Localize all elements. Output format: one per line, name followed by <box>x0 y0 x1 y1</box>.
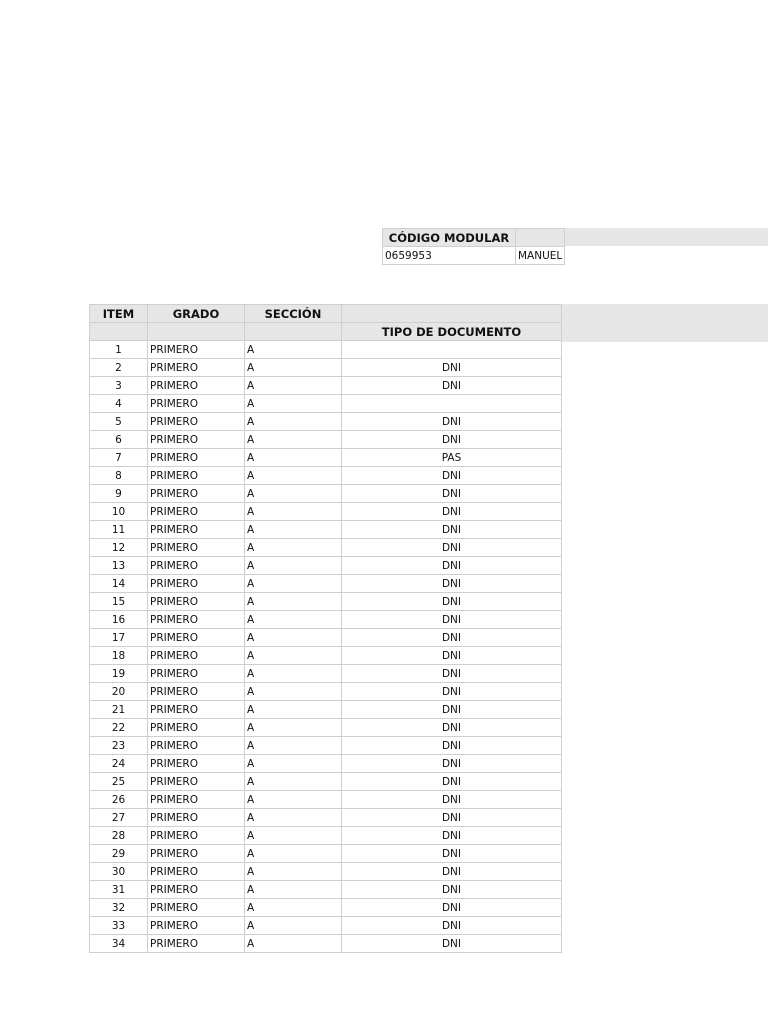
cell-item: 21 <box>90 701 148 719</box>
cell-seccion: A <box>245 413 342 431</box>
cell-seccion: A <box>245 809 342 827</box>
cell-tipo-documento: DNI <box>342 611 562 629</box>
cell-seccion: A <box>245 863 342 881</box>
table-row <box>90 809 562 827</box>
cell-tipo-documento: DNI <box>342 593 562 611</box>
cell-tipo-documento: DNI <box>342 413 562 431</box>
table-row <box>90 737 562 755</box>
modular-header-blank <box>516 229 565 247</box>
cell-item: 16 <box>90 611 148 629</box>
cell-grado: PRIMERO <box>148 917 245 935</box>
table-row <box>90 449 562 467</box>
modular-code-header: CÓDIGO MODULAR <box>383 229 516 247</box>
cell-item: 30 <box>90 863 148 881</box>
modular-header-row <box>383 229 565 247</box>
cell-tipo-documento: DNI <box>342 467 562 485</box>
cell-tipo-documento: DNI <box>342 719 562 737</box>
cell-item: 27 <box>90 809 148 827</box>
cell-item: 9 <box>90 485 148 503</box>
table-row <box>90 611 562 629</box>
column-header-seccion: SECCIÓN <box>245 305 342 323</box>
cell-tipo-documento: DNI <box>342 809 562 827</box>
cell-item: 22 <box>90 719 148 737</box>
cell-grado: PRIMERO <box>148 377 245 395</box>
cell-item: 15 <box>90 593 148 611</box>
cell-seccion: A <box>245 827 342 845</box>
header-blank <box>245 323 342 341</box>
cell-tipo-documento: DNI <box>342 737 562 755</box>
table-row <box>90 503 562 521</box>
cell-seccion: A <box>245 431 342 449</box>
modular-code-table <box>382 228 565 265</box>
cell-tipo-documento: DNI <box>342 629 562 647</box>
cell-grado: PRIMERO <box>148 755 245 773</box>
cell-seccion: A <box>245 683 342 701</box>
cell-grado: PRIMERO <box>148 485 245 503</box>
cell-tipo-documento: DNI <box>342 503 562 521</box>
cell-item: 28 <box>90 827 148 845</box>
table-row <box>90 863 562 881</box>
cell-seccion: A <box>245 467 342 485</box>
header-row-1 <box>90 305 562 323</box>
cell-grado: PRIMERO <box>148 521 245 539</box>
cell-grado: PRIMERO <box>148 791 245 809</box>
header-blank <box>90 323 148 341</box>
table-row <box>90 575 562 593</box>
cell-item: 7 <box>90 449 148 467</box>
table-row <box>90 539 562 557</box>
table-row <box>90 791 562 809</box>
cell-grado: PRIMERO <box>148 773 245 791</box>
table-row <box>90 521 562 539</box>
cell-grado: PRIMERO <box>148 809 245 827</box>
cell-seccion: A <box>245 881 342 899</box>
cell-seccion: A <box>245 539 342 557</box>
modular-code-value: 0659953 <box>383 247 516 265</box>
header-blank <box>342 305 562 323</box>
cell-item: 1 <box>90 341 148 359</box>
cell-grado: PRIMERO <box>148 683 245 701</box>
cell-grado: PRIMERO <box>148 539 245 557</box>
cell-seccion: A <box>245 917 342 935</box>
table-row <box>90 647 562 665</box>
cell-tipo-documento: DNI <box>342 575 562 593</box>
table-row <box>90 593 562 611</box>
cell-item: 10 <box>90 503 148 521</box>
table-row <box>90 341 562 359</box>
cell-grado: PRIMERO <box>148 359 245 377</box>
table-row <box>90 413 562 431</box>
cell-seccion: A <box>245 755 342 773</box>
cell-seccion: A <box>245 665 342 683</box>
cell-seccion: A <box>245 899 342 917</box>
cell-tipo-documento: DNI <box>342 431 562 449</box>
cell-seccion: A <box>245 395 342 413</box>
cell-tipo-documento: DNI <box>342 881 562 899</box>
cell-seccion: A <box>245 629 342 647</box>
cell-item: 32 <box>90 899 148 917</box>
modular-value-row <box>383 247 565 265</box>
table-row <box>90 431 562 449</box>
table-row <box>90 377 562 395</box>
cell-grado: PRIMERO <box>148 593 245 611</box>
cell-grado: PRIMERO <box>148 737 245 755</box>
cell-grado: PRIMERO <box>148 935 245 953</box>
cell-item: 25 <box>90 773 148 791</box>
table-row <box>90 665 562 683</box>
cell-item: 4 <box>90 395 148 413</box>
cell-tipo-documento: DNI <box>342 791 562 809</box>
cell-item: 17 <box>90 629 148 647</box>
table-row <box>90 629 562 647</box>
table-row <box>90 899 562 917</box>
table-row <box>90 755 562 773</box>
cell-grado: PRIMERO <box>148 647 245 665</box>
cell-seccion: A <box>245 791 342 809</box>
cell-seccion: A <box>245 845 342 863</box>
cell-item: 2 <box>90 359 148 377</box>
cell-tipo-documento: DNI <box>342 359 562 377</box>
cell-item: 23 <box>90 737 148 755</box>
cell-seccion: A <box>245 485 342 503</box>
cell-grado: PRIMERO <box>148 899 245 917</box>
table-header-band <box>562 304 768 342</box>
header-row-2 <box>90 323 562 341</box>
cell-item: 29 <box>90 845 148 863</box>
cell-tipo-documento <box>342 395 562 413</box>
cell-seccion: A <box>245 773 342 791</box>
table-row <box>90 827 562 845</box>
table-row <box>90 845 562 863</box>
cell-tipo-documento: DNI <box>342 899 562 917</box>
cell-seccion: A <box>245 341 342 359</box>
cell-item: 34 <box>90 935 148 953</box>
cell-tipo-documento: DNI <box>342 683 562 701</box>
cell-tipo-documento: DNI <box>342 521 562 539</box>
cell-tipo-documento: DNI <box>342 377 562 395</box>
cell-tipo-documento: DNI <box>342 827 562 845</box>
cell-item: 8 <box>90 467 148 485</box>
cell-seccion: A <box>245 359 342 377</box>
cell-grado: PRIMERO <box>148 629 245 647</box>
cell-item: 3 <box>90 377 148 395</box>
cell-grado: PRIMERO <box>148 719 245 737</box>
cell-item: 19 <box>90 665 148 683</box>
table-row <box>90 467 562 485</box>
table-row <box>90 683 562 701</box>
cell-grado: PRIMERO <box>148 863 245 881</box>
cell-item: 6 <box>90 431 148 449</box>
table-row <box>90 485 562 503</box>
column-header-tipo-documento: TIPO DE DOCUMENTO <box>342 323 562 341</box>
cell-seccion: A <box>245 575 342 593</box>
table-body <box>90 341 562 953</box>
cell-item: 14 <box>90 575 148 593</box>
cell-grado: PRIMERO <box>148 431 245 449</box>
cell-tipo-documento: DNI <box>342 755 562 773</box>
cell-item: 18 <box>90 647 148 665</box>
cell-item: 11 <box>90 521 148 539</box>
column-header-item: ITEM <box>90 305 148 323</box>
cell-grado: PRIMERO <box>148 467 245 485</box>
cell-item: 20 <box>90 683 148 701</box>
cell-grado: PRIMERO <box>148 845 245 863</box>
cell-tipo-documento: DNI <box>342 863 562 881</box>
cell-tipo-documento: DNI <box>342 701 562 719</box>
table-row <box>90 917 562 935</box>
cell-item: 12 <box>90 539 148 557</box>
cell-tipo-documento: DNI <box>342 665 562 683</box>
cell-grado: PRIMERO <box>148 881 245 899</box>
cell-tipo-documento: DNI <box>342 845 562 863</box>
cell-grado: PRIMERO <box>148 575 245 593</box>
cell-seccion: A <box>245 719 342 737</box>
cell-grado: PRIMERO <box>148 341 245 359</box>
cell-tipo-documento: PAS <box>342 449 562 467</box>
cell-grado: PRIMERO <box>148 413 245 431</box>
students-table <box>89 304 562 953</box>
table-row <box>90 395 562 413</box>
cell-item: 13 <box>90 557 148 575</box>
cell-grado: PRIMERO <box>148 611 245 629</box>
cell-tipo-documento: DNI <box>342 917 562 935</box>
cell-grado: PRIMERO <box>148 503 245 521</box>
school-name-value: MANUEL <box>516 247 565 265</box>
cell-grado: PRIMERO <box>148 827 245 845</box>
header-blank <box>148 323 245 341</box>
cell-item: 33 <box>90 917 148 935</box>
table-row <box>90 701 562 719</box>
table-row <box>90 557 562 575</box>
cell-tipo-documento: DNI <box>342 773 562 791</box>
cell-item: 5 <box>90 413 148 431</box>
table-row <box>90 881 562 899</box>
cell-seccion: A <box>245 449 342 467</box>
cell-grado: PRIMERO <box>148 665 245 683</box>
cell-grado: PRIMERO <box>148 395 245 413</box>
cell-seccion: A <box>245 593 342 611</box>
cell-tipo-documento: DNI <box>342 647 562 665</box>
cell-tipo-documento: DNI <box>342 935 562 953</box>
cell-item: 26 <box>90 791 148 809</box>
cell-grado: PRIMERO <box>148 701 245 719</box>
cell-seccion: A <box>245 521 342 539</box>
table-row <box>90 719 562 737</box>
cell-grado: PRIMERO <box>148 557 245 575</box>
cell-seccion: A <box>245 377 342 395</box>
column-header-grado: GRADO <box>148 305 245 323</box>
cell-tipo-documento: DNI <box>342 539 562 557</box>
cell-item: 24 <box>90 755 148 773</box>
cell-seccion: A <box>245 503 342 521</box>
cell-tipo-documento <box>342 341 562 359</box>
cell-seccion: A <box>245 557 342 575</box>
table-row <box>90 935 562 953</box>
cell-item: 31 <box>90 881 148 899</box>
cell-tipo-documento: DNI <box>342 485 562 503</box>
cell-seccion: A <box>245 737 342 755</box>
cell-seccion: A <box>245 611 342 629</box>
table-row <box>90 359 562 377</box>
cell-tipo-documento: DNI <box>342 557 562 575</box>
cell-grado: PRIMERO <box>148 449 245 467</box>
cell-seccion: A <box>245 647 342 665</box>
table-row <box>90 773 562 791</box>
cell-seccion: A <box>245 935 342 953</box>
cell-seccion: A <box>245 701 342 719</box>
